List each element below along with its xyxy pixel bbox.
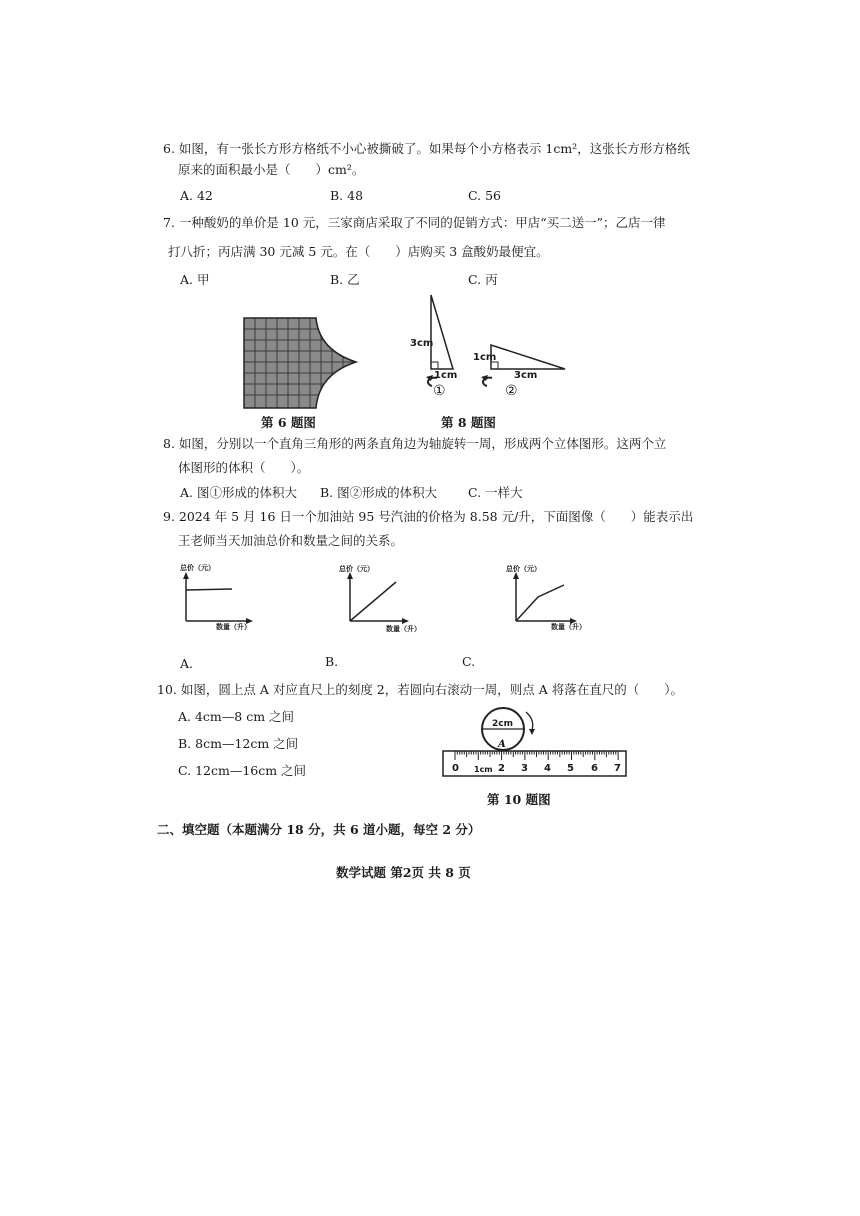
q10-point-a-label: A <box>498 739 506 750</box>
q7-option-a: A. 甲 <box>180 272 210 287</box>
q9-graph-a-xlabel: 数量（升） <box>216 622 251 631</box>
q10-circle-diameter-label: 2cm <box>492 719 513 729</box>
q9-graph-a-ylabel: 总价（元） <box>180 563 215 572</box>
q9-text-line2: 王老师当天加油总价和数量之间的关系。 <box>178 533 404 548</box>
q7-option-b: B. 乙 <box>330 272 360 287</box>
q6-option-b: B. 48 <box>330 188 364 203</box>
section-2-heading: 二、填空题（本题满分 18 分，共 6 道小题，每空 2 分） <box>157 822 481 837</box>
q7-text-line2: 打八折；丙店满 30 元减 5 元。在（ ）店购买 3 盒酸奶最便宜。 <box>168 244 549 259</box>
q10-option-a: A. 4cm—8 cm 之间 <box>178 709 295 724</box>
q8-fig1-side-label: 3cm <box>410 338 434 349</box>
q10-figure-caption: 第 10 题图 <box>487 792 551 807</box>
q10-ruler-label-1: 1cm <box>474 765 493 774</box>
q6-option-c: C. 56 <box>468 188 501 203</box>
q10-ruler-label-3: 3 <box>521 763 528 774</box>
q7-text-line1: 7. 一种酸奶的单价是 10 元，三家商店采取了不同的促销方式：甲店“买二送一”；乙店一律 <box>163 215 666 230</box>
q10-option-b: B. 8cm—12cm 之间 <box>178 736 299 751</box>
q6-figure-caption: 第 6 题图 <box>261 415 316 430</box>
q6-text-line1: 6. 如图，有一张长方形方格纸不小心被撕破了。如果每个小方格表示 1cm²，这张长方形方格纸 <box>163 141 690 156</box>
q8-option-b: B. 图②形成的体积大 <box>320 485 438 500</box>
q10-ruler-label-4: 4 <box>544 763 551 774</box>
q8-fig2-base-label: 3cm <box>514 370 538 381</box>
q9-text-line1: 9. 2024 年 5 月 16 日一个加油站 95 号汽油的价格为 8.58 元/升，下面图像（ ）能表示出 <box>163 509 694 524</box>
q8-fig1-number: ① <box>433 383 446 399</box>
q8-option-c: C. 一样大 <box>468 485 523 500</box>
q8-text-line2: 体图形的体积（ ）。 <box>178 460 310 475</box>
page-footer: 数学试题 第2页 共 8 页 <box>336 865 471 880</box>
q10-text-line1: 10. 如图，圆上点 A 对应直尺上的刻度 2，若圆向右滚动一周，则点 A 将落在直尺的（ ）。 <box>157 682 683 697</box>
q9-graph-c-ylabel: 总价（元） <box>506 564 541 573</box>
q9-graph-b-ylabel: 总价（元） <box>339 564 374 573</box>
q9-option-a: A. <box>180 656 194 671</box>
q6-text-line2: 原来的面积最小是（ ）cm²。 <box>178 162 365 177</box>
q6-option-a: A. 42 <box>180 188 213 203</box>
q8-option-a: A. 图①形成的体积大 <box>180 485 297 500</box>
q8-figure-caption: 第 8 题图 <box>441 415 496 430</box>
q9-option-b: B. <box>325 654 339 669</box>
q10-ruler-label-6: 6 <box>591 763 598 774</box>
q8-text-line1: 8. 如图，分别以一个直角三角形的两条直角边为轴旋转一周，形成两个立体图形。这两个立 <box>163 436 667 451</box>
q10-ruler-label-5: 5 <box>567 763 574 774</box>
q7-option-c: C. 丙 <box>468 272 498 287</box>
q8-fig2-side-label: 1cm <box>473 352 497 363</box>
q10-option-c: C. 12cm—16cm 之间 <box>178 763 307 778</box>
q8-fig2-number: ② <box>505 383 518 399</box>
q9-option-c: C. <box>462 654 476 669</box>
q8-fig1-base-label: 1cm <box>434 370 458 381</box>
q10-circle-ruler-figure <box>440 700 630 782</box>
q10-ruler-label-7: 7 <box>614 763 621 774</box>
q9-graph-b-xlabel: 数量（升） <box>386 624 421 633</box>
q9-graph-c-xlabel: 数量（升） <box>551 622 586 631</box>
q10-ruler-label-2: 2 <box>498 763 505 774</box>
q6-torn-grid-figure <box>244 318 364 408</box>
q10-ruler-label-0: 0 <box>452 763 459 774</box>
